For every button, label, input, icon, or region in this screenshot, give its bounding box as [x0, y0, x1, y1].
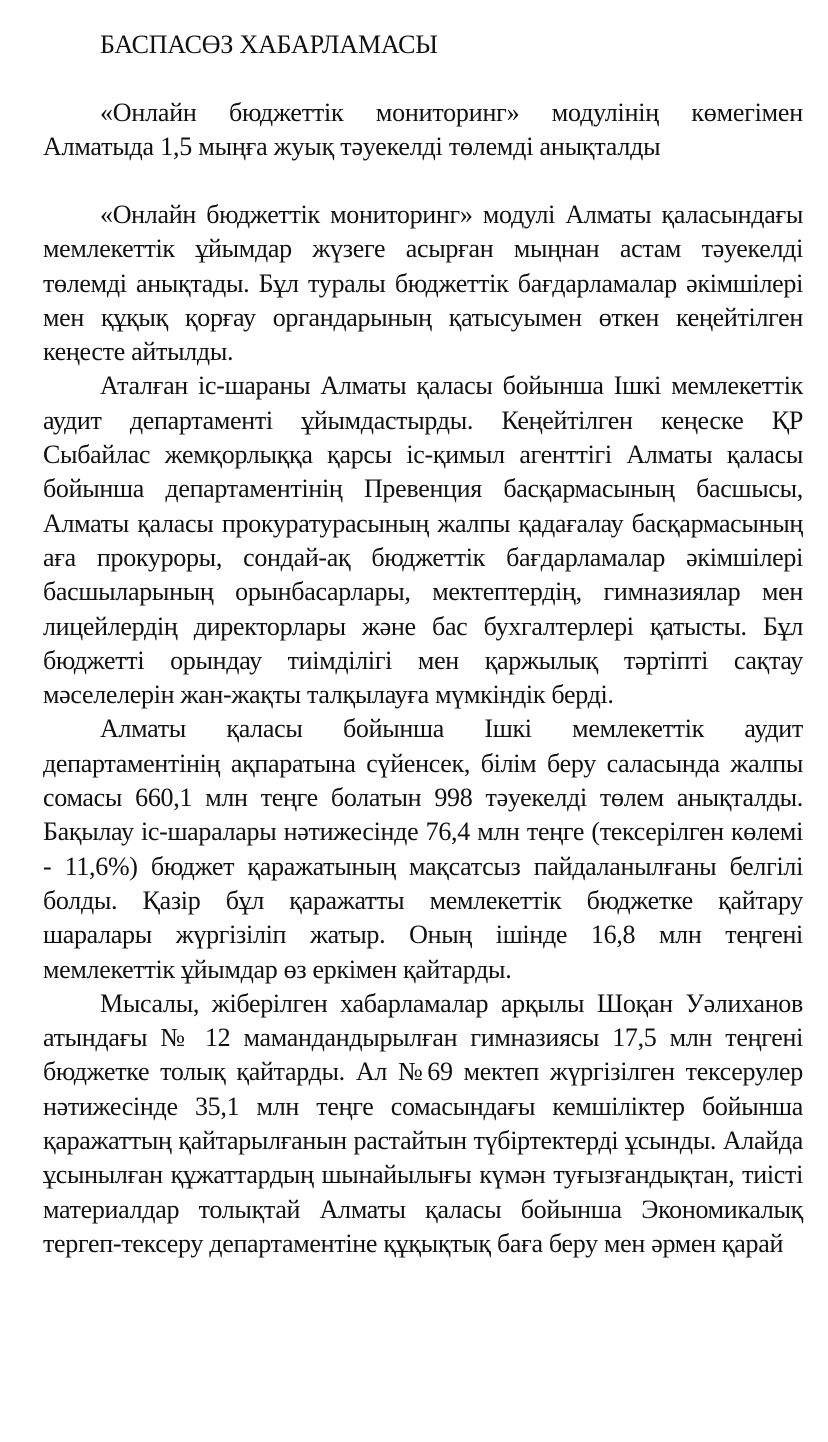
body-paragraph-1: «Онлайн бюджеттік мониторинг» модулі Алматы қаласындағы мемлекеттік ұйымдар жүзеге асырған мыңнан астам тәуекелді төлемді анықтады. Бұл туралы бюджеттік бағдарламалар әкімшілері мен құқық қорғау органдарының қатысуымен өткен кеңейтілген кеңесте айтылды. — [43, 200, 803, 367]
document-page — [43, 28, 803, 1261]
body-paragraph-3: Алматы қаласы бойынша Ішкі мемлекеттік аудит департаментінің ақпаратына сүйенсек, білім беру саласында жалпы сомасы 660,1 млн теңге болатын 998 тәуекелді төлем анықталды. Бақылау іс-шаралары нәтижесінде 76,4 млн теңге (тексерілген көлемі - 11,6%) бюджет қаражатының мақсатсыз пайдаланылғаны белгілі болды. Қазір бұл қаражатты мемлекеттік бюджетке қайтару шаралары жүргізіліп жатыр. Оның ішінде 16,8 млн теңгені мемлекеттік ұйымдар өз еркімен қайтарды. — [43, 714, 803, 984]
document-type-heading: БАСПАСӨЗ ХАБАРЛАМАСЫ — [100, 30, 438, 59]
body-paragraph-2: Аталған іс-шараны Алматы қаласы бойынша Ішкі мемлекеттік аудит департаменті ұйымдастырды. Кеңейтілген кеңеске ҚР Сыбайлас жемқорлыққа қарсы іс-қимыл агенттігі Алматы қаласы бойынша департаментінің Превенция басқармасының басшысы, Алматы қаласы прокуратурасының жалпы қадағалау басқармасының аға прокуроры, сондай-ақ бюджеттік бағдарламалар әкімшілері басшыларының орынбасарлары, мектептердің, гимназиялар мен лицейлердің директорлары және бас бухгалтерлері қатысты. Бұл бюджетті орындау тиімділігі мен қаржылық тәртіпті сақтау мәселелерін жан-жақты талқылауға мүмкіндік берді. — [43, 371, 803, 710]
body-paragraph-4: Мысалы, жіберілген хабарламалар арқылы Шоқан Уәлиханов атындағы № 12 мамандандырылған гимназиясы 17,5 млн теңгені бюджетке толық қайтарды. Ал №69 мектеп жүргізілген тексерулер нәтижесінде 35,1 млн теңге сомасындағы кемшіліктер бойынша қаражаттың қайтарылғанын растайтын түбіртектерді ұсынды. Алайда ұсынылған құжаттардың шынайылығы күмән туғызғандықтан, тиісті материалдар толықтай Алматы қаласы бойынша Экономикалық тергеп-тексеру департаментіне құқықтық баға беру мен әрмен қарай — [43, 988, 803, 1258]
press-release-headline: «Онлайн бюджеттік мониторинг» модулінің көмегімен Алматыда 1,5 мыңға жуық тәуекелді төлемді анықталды — [43, 98, 803, 161]
